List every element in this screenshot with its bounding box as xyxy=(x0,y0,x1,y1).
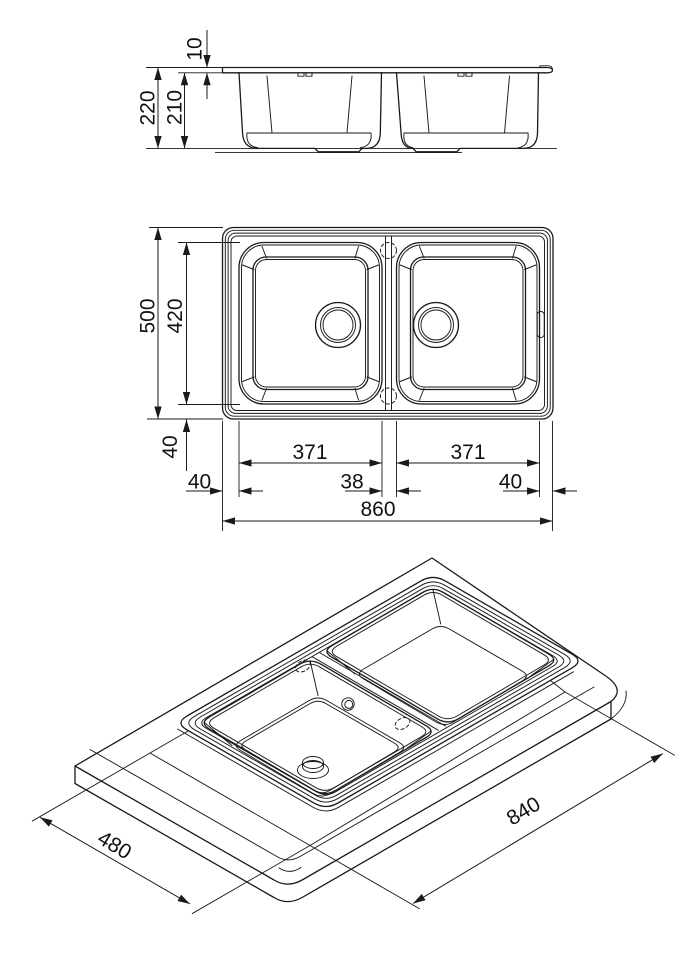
left-bowl-basin-line xyxy=(256,260,366,388)
right-drain-ring xyxy=(419,308,454,343)
extension-line xyxy=(147,228,240,420)
dim-label-divider-width: 38 xyxy=(340,470,364,494)
dim-label-bowl-front-to-back: 420 xyxy=(164,298,187,334)
tap-hole-front xyxy=(381,388,397,404)
dim-label-left-margin: 40 xyxy=(187,470,212,494)
left-drain-outer xyxy=(316,303,361,348)
dim-label-overall-width: 860 xyxy=(360,498,396,521)
right-bowl-basin-line xyxy=(413,260,523,388)
right-bowl-outline xyxy=(397,73,539,152)
right-drain-inner xyxy=(421,310,451,340)
left-bowl-corner-chamfers xyxy=(243,247,379,401)
dim-label-right-bowl-width: 371 xyxy=(450,441,486,464)
dim-label-right-margin: 40 xyxy=(498,470,523,494)
dim-label-front-margin: 40 xyxy=(159,435,182,459)
dim-label-left-bowl-width: 371 xyxy=(292,441,328,464)
plan-view xyxy=(137,228,578,532)
right-bowl-basin xyxy=(411,257,526,390)
dim-label-overall-depth: 220 xyxy=(136,90,160,126)
dim-label-cutout-depth: 480 xyxy=(93,826,136,865)
left-drain-inner xyxy=(323,310,353,340)
plan-outer-edge xyxy=(223,228,554,420)
left-bowl-outline xyxy=(239,73,382,152)
left-bowl-edge-line xyxy=(242,245,380,402)
right-bowl-edge-line xyxy=(399,245,537,402)
dim-label-cutout-width: 840 xyxy=(502,792,545,831)
center-divider-lines xyxy=(386,236,392,411)
dim-label-bowl-depth: 210 xyxy=(163,89,187,126)
left-bowl-basin xyxy=(253,257,368,390)
iso-view xyxy=(32,558,675,914)
left-bowl-inner-lines xyxy=(247,76,371,148)
sink-rim-profile xyxy=(223,68,553,73)
plan-rim-line xyxy=(228,233,547,413)
right-bowl-corner-chamfers xyxy=(400,247,536,401)
dim-label-rim-height: 10 xyxy=(183,37,207,61)
side-view xyxy=(137,30,558,153)
tap-hole-rear xyxy=(381,243,397,259)
plan-rim-line xyxy=(231,236,545,411)
dim-label-overall-front-to-back: 500 xyxy=(136,298,160,334)
overflow-slot xyxy=(537,312,544,338)
dim-line-480 xyxy=(40,817,190,904)
left-drain-ring xyxy=(321,308,356,343)
right-bowl-inner-lines xyxy=(404,76,528,148)
right-drain-outer xyxy=(414,303,459,348)
right-bowl-top-edge xyxy=(397,243,540,405)
